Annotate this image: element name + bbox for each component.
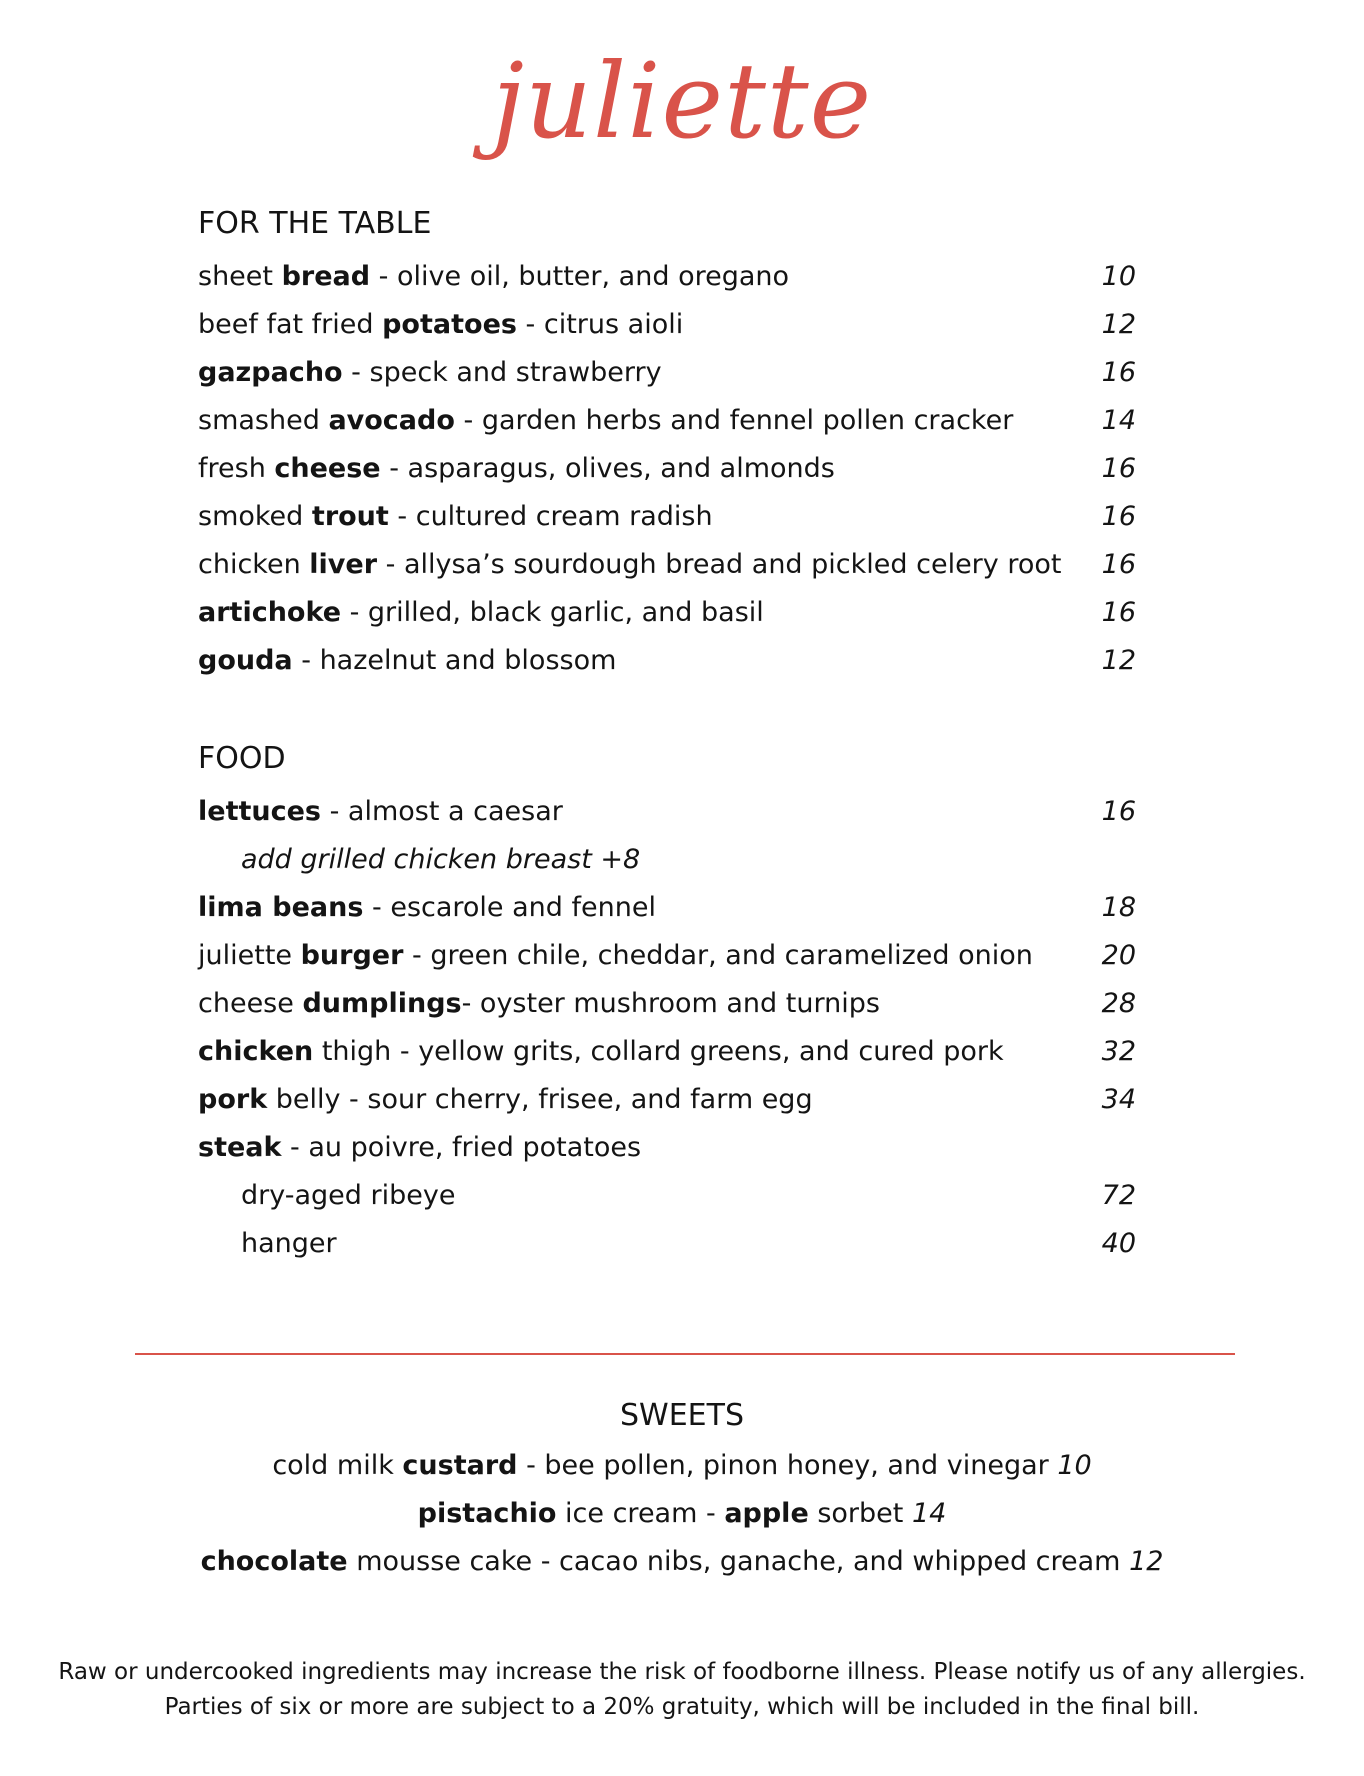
menu-item: smashed avocado - garden herbs and fennel pollen cracker 14 [198, 397, 1136, 445]
menu-item: chicken thigh - yellow grits, collard greens, and cured pork 32 [198, 1028, 1136, 1076]
section-sweets [0, 1392, 1364, 1586]
item-price: 16 [1101, 357, 1136, 388]
menu-item: fresh cheese - asparagus, olives, and almonds 16 [198, 445, 1136, 493]
menu-item: smoked trout - cultured cream radish 16 [198, 493, 1136, 541]
item-price: 72 [1101, 1180, 1136, 1211]
item-price: 28 [1101, 988, 1136, 1019]
section-food [198, 735, 1136, 1268]
menu-item-addon: add grilled chicken breast +8 [241, 844, 641, 875]
menu-item: chocolate mousse cake - cacao nibs, ganache, and whipped cream 12 [200, 1546, 1164, 1577]
menu-item: beef fat fried potatoes - citrus aioli 12 [198, 301, 1136, 349]
item-price: 16 [1101, 549, 1136, 580]
menu-item-option: hanger 40 [198, 1220, 1136, 1268]
menu-item: juliette burger - green chile, cheddar, and caramelized onion 20 [198, 932, 1136, 980]
menu-item: cold milk custard - bee pollen, pinon honey, and vinegar 10 [272, 1450, 1092, 1481]
menu-item: lima beans - escarole and fennel 18 [198, 884, 1136, 932]
item-price: 16 [1101, 597, 1136, 628]
section-title: FOR THE TABLE [198, 206, 432, 241]
item-price: 14 [911, 1498, 947, 1529]
item-price: 34 [1101, 1084, 1136, 1115]
menu-item: lettuces - almost a caesar 16 [198, 788, 1136, 836]
menu-item: sheet bread - olive oil, butter, and oregano 10 [198, 253, 1136, 301]
item-price: 32 [1101, 1036, 1136, 1067]
item-price: 18 [1101, 892, 1136, 923]
menu-item: gazpacho - speck and strawberry 16 [198, 349, 1136, 397]
menu-item: cheese dumplings- oyster mushroom and turnips 28 [198, 980, 1136, 1028]
item-price: 10 [1101, 261, 1136, 292]
item-price: 10 [1057, 1450, 1092, 1481]
disclaimer-line: Parties of six or more are subject to a 20% gratuity, which will be included in the final bill. [164, 1694, 1200, 1720]
item-price: 40 [1101, 1228, 1136, 1259]
item-price: 12 [1101, 645, 1136, 676]
disclaimer-line: Raw or undercooked ingredients may increase the risk of foodborne illness. Please notify us of any allergies. [58, 1659, 1306, 1685]
menu-item: chicken liver - allysa’s sourdough bread and pickled celery root 16 [198, 541, 1136, 589]
menu-item-option: dry-aged ribeye 72 [198, 1172, 1136, 1220]
section-for-the-table [198, 200, 1136, 685]
section-title: FOOD [198, 741, 286, 776]
section-divider [135, 1353, 1235, 1355]
item-price: 16 [1101, 501, 1136, 532]
item-price: 16 [1101, 796, 1136, 827]
item-price: 12 [1101, 309, 1136, 340]
menu-item: steak - au poivre, fried potatoes [198, 1132, 642, 1163]
item-price: 12 [1129, 1546, 1164, 1577]
section-title: SWEETS [620, 1398, 744, 1433]
item-price: 14 [1101, 405, 1136, 436]
restaurant-logo: juliette [491, 40, 873, 162]
menu-item: pistachio ice cream - apple sorbet 14 [417, 1498, 947, 1529]
item-price: 16 [1101, 453, 1136, 484]
menu-item: artichoke - grilled, black garlic, and basil 16 [198, 589, 1136, 637]
footer-disclaimer [0, 1655, 1364, 1725]
menu-item: pork belly - sour cherry, frisee, and farm egg 34 [198, 1076, 1136, 1124]
menu-item: gouda - hazelnut and blossom 12 [198, 637, 1136, 685]
item-price: 20 [1101, 940, 1136, 971]
